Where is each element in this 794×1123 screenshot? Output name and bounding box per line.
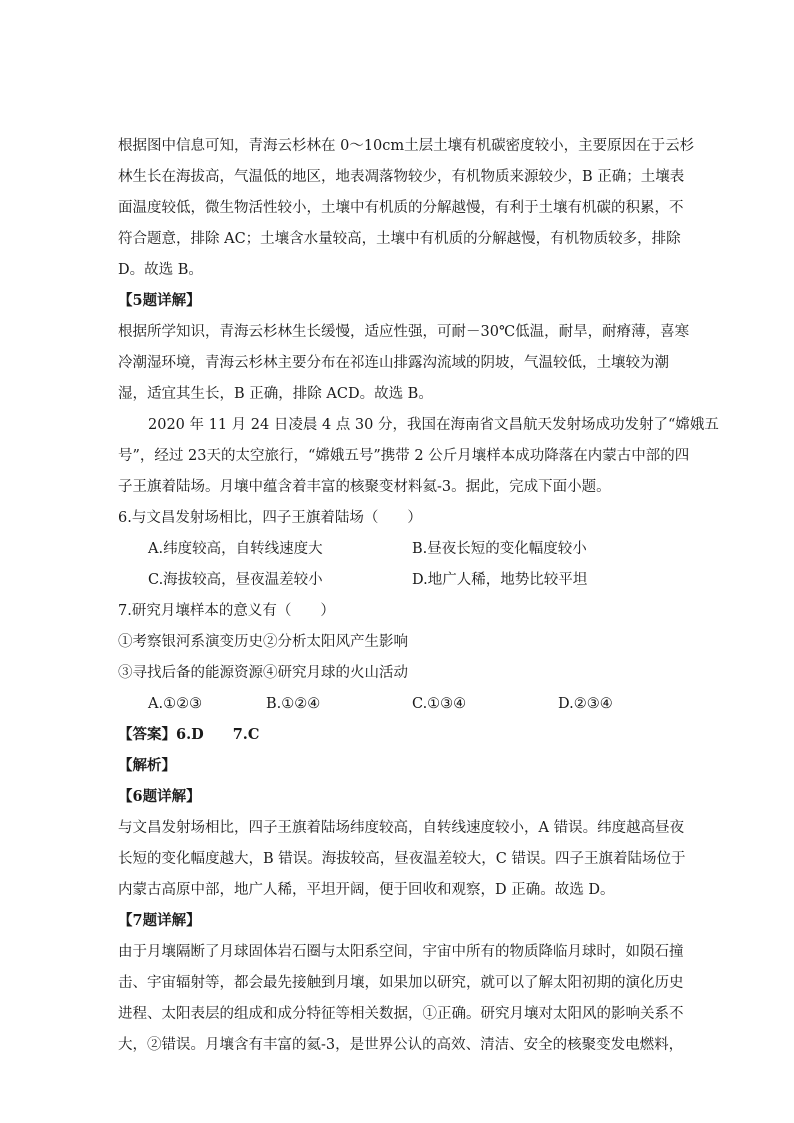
paragraph-line: 林生长在海拔高，气温低的地区，地表凋落物较少，有机物质来源较少，B 正确；土壤表: [118, 169, 685, 185]
paragraph-line: 湿，适宜其生长，B 正确，排除 ACD。故选 B。: [118, 386, 433, 402]
paragraph-line: ①考察银河系演变历史②分析太阳风产生影响: [118, 634, 408, 650]
section-heading: 【6题详解】: [118, 788, 201, 805]
paragraph-line: 大，②错误。月壤含有丰富的氦-3，是世界公认的高效、清洁、安全的核聚变发电燃料，: [118, 1037, 684, 1053]
paragraph-line: 号”，经过 23天的太空旅行，“嫦娥五号”携带 2 公斤月壤样本成功降落在内蒙古中部的四: [118, 448, 690, 464]
question-6: 6.与文昌发射场相比，四子王旗着陆场（ ）: [118, 510, 422, 526]
paragraph-line: 2020 年 11 月 24 日凌晨 4 点 30 分，我国在海南省文昌航天发射场成功发射了“嫦娥五: [148, 417, 719, 433]
paragraph-line: 面温度较低，微生物活性较小，土壤中有机质的分解越慢，有利于土壤有机碳的积累，不: [118, 200, 684, 216]
paragraph-line: 击、宇宙辐射等，都会最先接触到月壤，如果加以研究，就可以了解太阳初期的演化历史: [118, 975, 684, 991]
q7-option-a: A.①②③: [148, 696, 203, 712]
paragraph-line: 由于月壤隔断了月球固体岩石圈与太阳系空间，宇宙中所有的物质降临月球时，如陨石撞: [118, 944, 684, 960]
paragraph-line: 符合题意，排除 AC；土壤含水量较高，土壤中有机质的分解越慢，有机物质较多，排除: [118, 231, 681, 247]
q7-option-d: D.②③④: [558, 696, 613, 712]
paragraph-line: 与文昌发射场相比，四子王旗着陆场纬度较高，自转线速度较小，A 错误。纬度越高昼夜: [118, 820, 685, 836]
section-heading: 【解析】: [118, 757, 176, 774]
answer-line: 【答案】6.D 7.C: [118, 726, 260, 743]
q7-option-c: C.①③④: [412, 696, 467, 712]
q7-option-b: B.①②④: [266, 696, 321, 712]
paragraph-line: 根据图中信息可知，青海云杉林在 0～10cm土层土壤有机碳密度较小，主要原因在于云杉: [118, 138, 695, 154]
paragraph-line: 根据所学知识，青海云杉林生长缓慢，适应性强，可耐－30℃低温，耐旱，耐瘠薄，喜寒: [118, 324, 690, 340]
paragraph-line: ③寻找后备的能源资源④研究月球的火山活动: [118, 665, 408, 681]
paragraph-line: 进程、太阳表层的组成和成分特征等相关数据，①正确。研究月壤对太阳风的影响关系不: [118, 1006, 684, 1022]
paragraph-line: 子王旗着陆场。月壤中蕴含着丰富的核聚变材料氦-3。据此，完成下面小题。: [118, 479, 611, 495]
paragraph-line: 冷潮湿环境，青海云杉林主要分布在祁连山排露沟流域的阴坡，气温较低，土壤较为潮: [118, 355, 669, 371]
paragraph-line: D。故选 B。: [118, 262, 203, 278]
q6-option-a: A.纬度较高，自转线速度大: [148, 541, 323, 557]
section-heading: 【5题详解】: [118, 292, 201, 309]
q6-option-b: B.昼夜长短的变化幅度较小: [412, 541, 587, 557]
paragraph-line: 长短的变化幅度越大，B 错误。海拔较高，昼夜温差较大，C 错误。四子王旗着陆场位于: [118, 851, 686, 867]
section-heading: 【7题详解】: [118, 912, 201, 929]
question-7: 7.研究月壤样本的意义有（ ）: [118, 603, 335, 619]
q6-option-d: D.地广人稀，地势比较平坦: [412, 572, 588, 588]
q6-option-c: C.海拔较高，昼夜温差较小: [148, 572, 323, 588]
paragraph-line: 内蒙古高原中部，地广人稀，平坦开阔，便于回收和观察，D 正确。故选 D。: [118, 882, 615, 898]
